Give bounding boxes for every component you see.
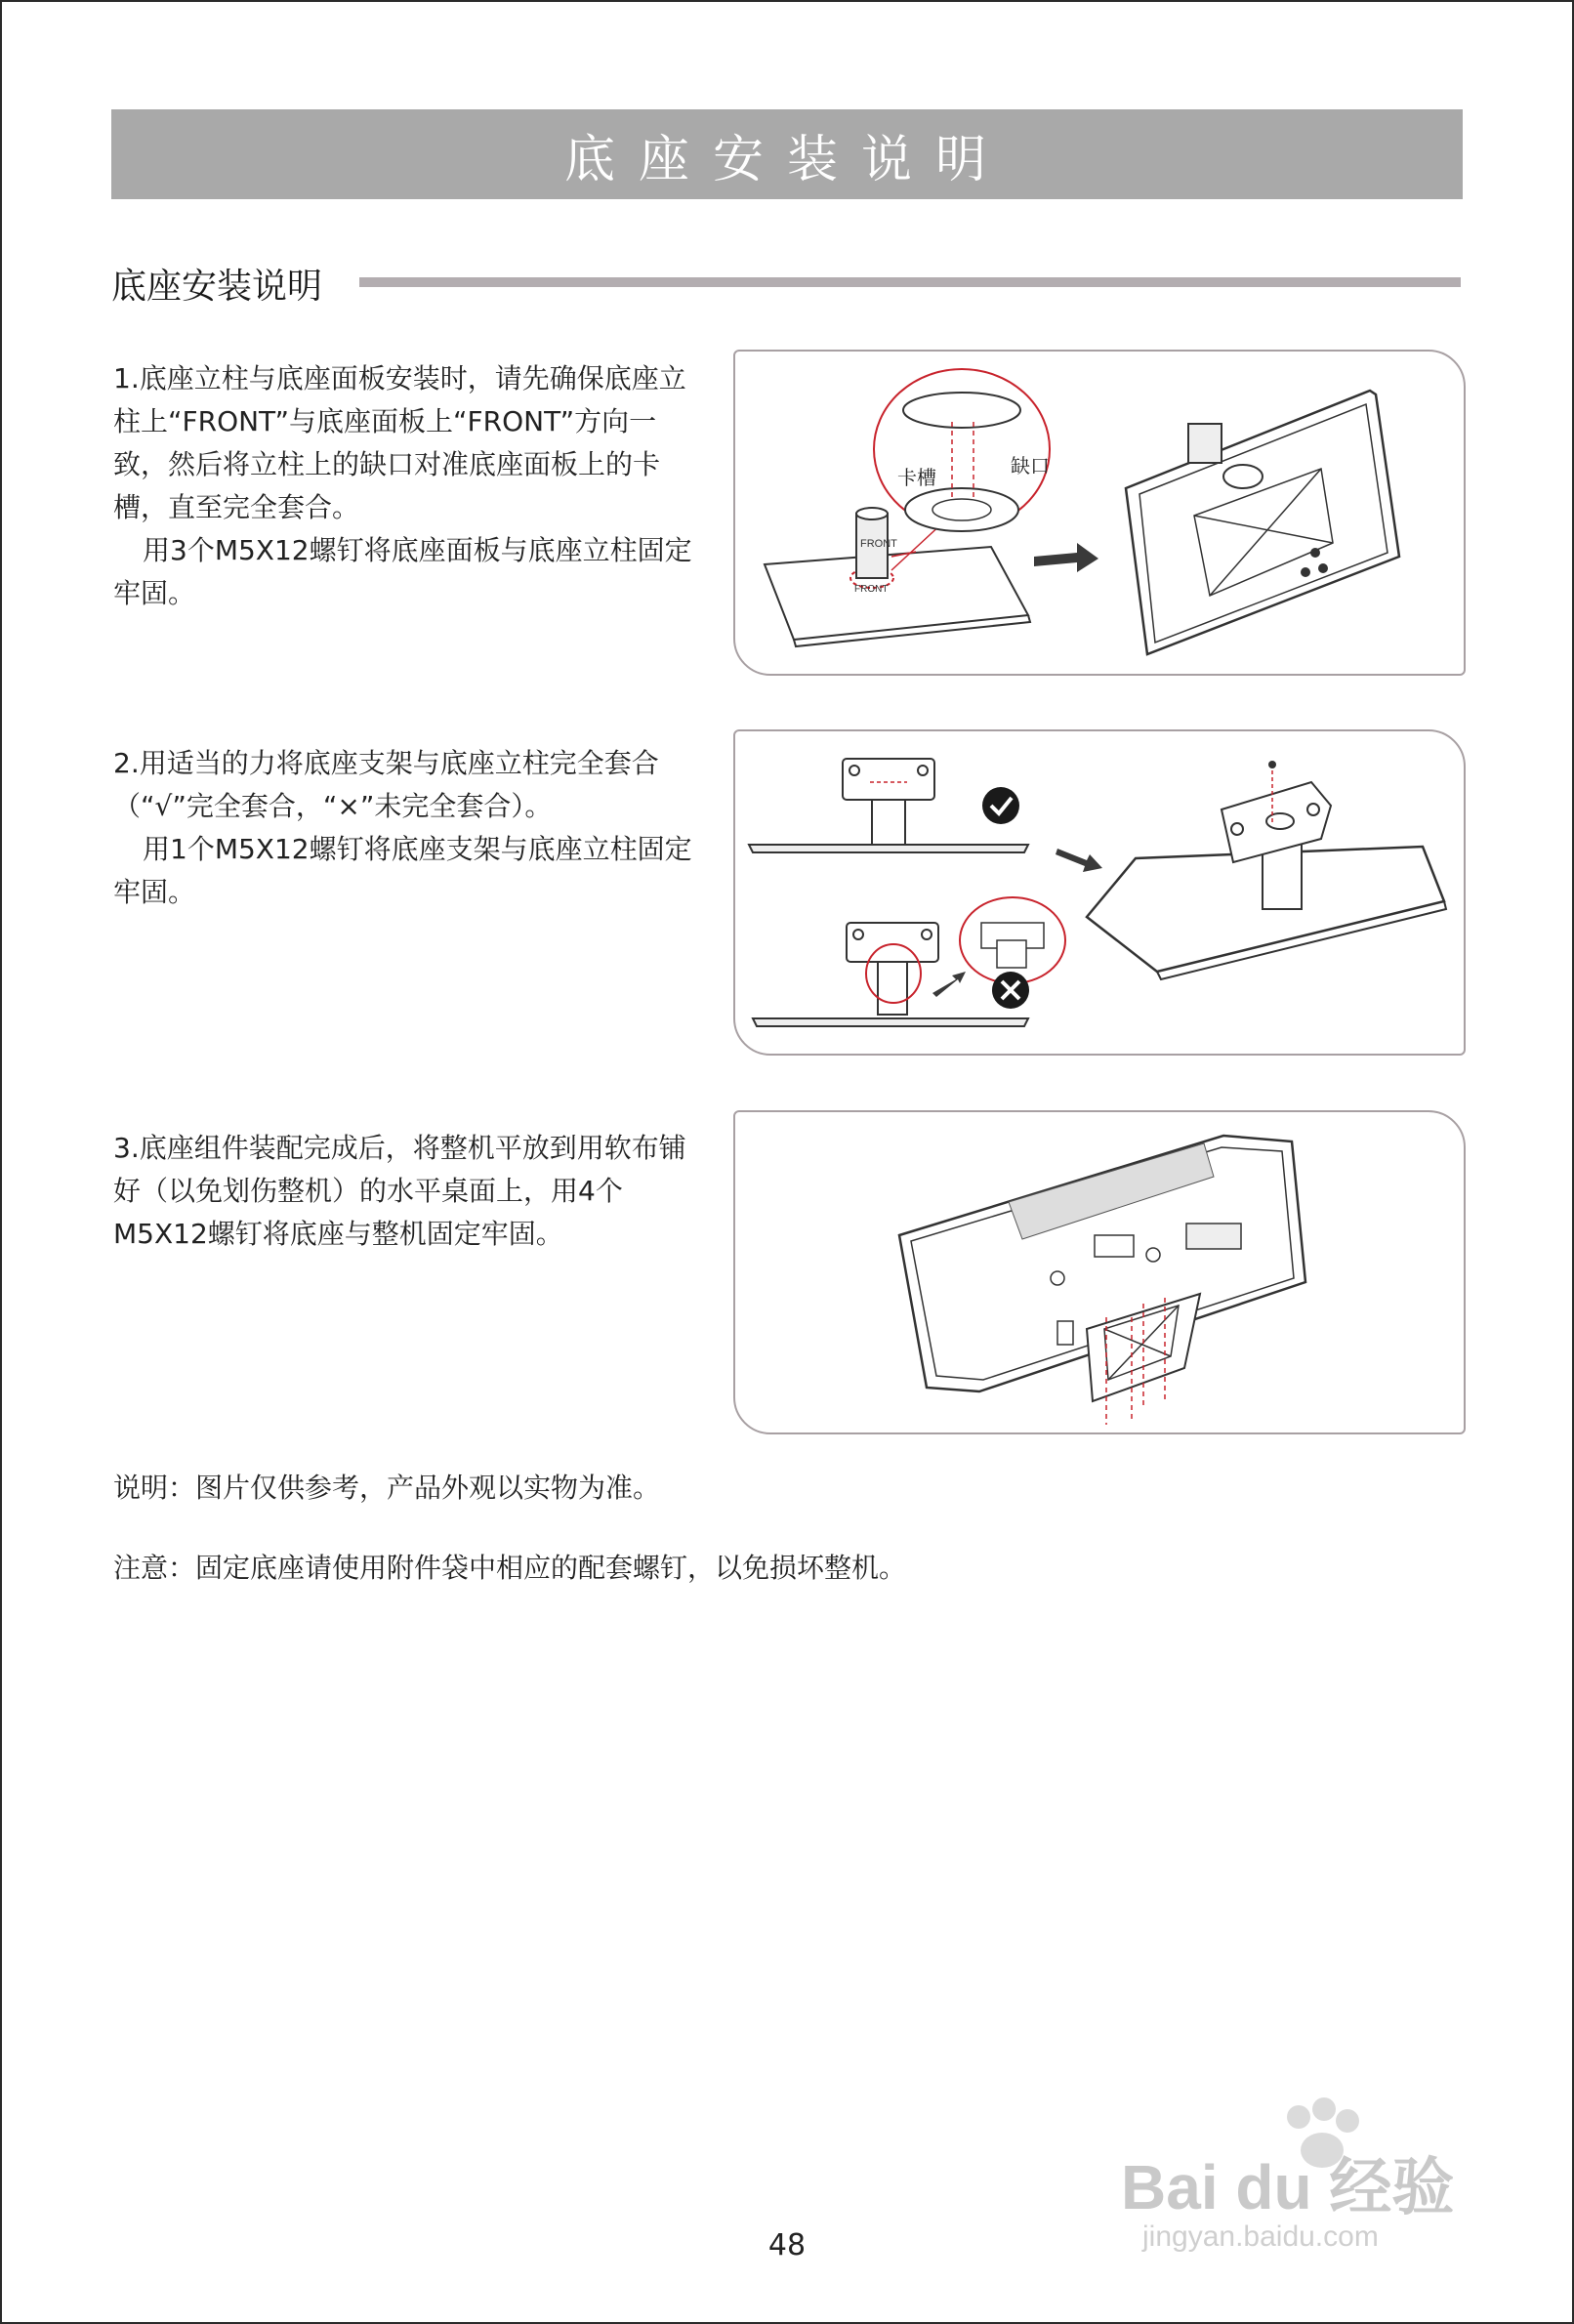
step-2-figure	[733, 729, 1466, 1056]
step-1-text	[113, 357, 699, 615]
section-divider	[359, 277, 1461, 287]
check-icon	[982, 787, 1019, 824]
notch-label: 缺口	[1011, 454, 1050, 477]
front-label-plate: FRONT	[854, 584, 889, 595]
step-1-illustration	[735, 352, 1464, 674]
front-label-column: FRONT	[860, 538, 897, 550]
step-2-illustration	[735, 731, 1464, 1054]
watermark-url: jingyan.baidu.com	[1142, 2220, 1379, 2253]
step-2-text	[113, 742, 699, 914]
reference-note: 说明：图片仅供参考，产品外观以实物为准。	[113, 1472, 661, 1504]
step-3-illustration	[735, 1112, 1464, 1432]
step-1-screw-instruction: 用3个M5X12螺钉将底座面板与底座立柱固定牢固。	[113, 534, 692, 609]
step-3-paragraph: 3.底座组件装配完成后，将整机平放到用软布铺好（以免划伤整机）的水平桌面上，用4个M5X12螺钉将底座与整机固定牢固。	[113, 1132, 686, 1250]
arrow-icon	[1034, 543, 1098, 572]
page-title: 底座安装说明	[111, 109, 1463, 199]
baidu-jingyan-watermark	[1113, 2090, 1543, 2256]
step-1-paragraph: 1.底座立柱与底座面板安装时，请先确保底座立柱上“FRONT”与底座面板上“FRONT”方向一致，然后将立柱上的缺口对准底座面板上的卡槽，直至完全套合。	[113, 362, 686, 523]
step-3-text	[113, 1127, 699, 1256]
small-arrow-icon	[932, 972, 966, 997]
step-2-screw-instruction: 用1个M5X12螺钉将底座支架与底座立柱固定牢固。	[113, 833, 692, 908]
step-1-figure	[733, 350, 1466, 676]
caution-note: 注意：固定底座请使用附件袋中相应的配套螺钉，以免损坏整机。	[113, 1552, 907, 1584]
watermark-brand: Bai du 经验	[1121, 2152, 1455, 2222]
step-2-paragraph: 2.用适当的力将底座支架与底座立柱完全套合（“√”完全套合，“×”未完全套合）。	[113, 747, 659, 822]
page-number: 48	[767, 2228, 807, 2262]
step-3-figure	[733, 1110, 1466, 1434]
section-heading: 底座安装说明	[111, 266, 323, 307]
arrow-icon	[1056, 849, 1102, 872]
slot-label: 卡槽	[897, 466, 936, 489]
